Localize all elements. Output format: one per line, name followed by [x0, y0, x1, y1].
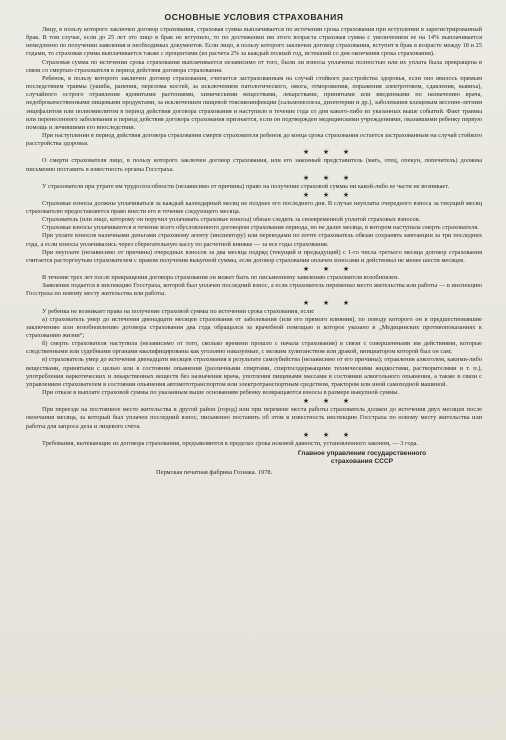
signature-line: страхования СССР — [330, 458, 394, 466]
signature-line: Главное управление государственного — [297, 449, 427, 457]
section-divider-stars: ★ ★ ★ — [302, 397, 356, 406]
section-divider-stars: ★ ★ ★ — [302, 430, 356, 439]
paragraph: У страхователя при утрате им трудоспособности (независимо от причины) право на получение страховой суммы ни какой-либо ее части не возникает. — [42, 182, 450, 190]
paragraph: а) страхователь умер до истечения двенадцати месяцев страхования от заболевания (или его прямого влияния), по поводу которого он в предшествовавшие заключению или возобновлению договора страхования два года обращался за врачебной помощью и которое указано в „Медицинских противопоказаниях к страхованию жизни“; — [26, 315, 482, 339]
paragraph: При наступлении в период действия договора страхования смерти страхователя ребенок до конца срока страхования остается застрахованным на случай стойкого расстройства здоровья. — [26, 132, 482, 148]
paragraph: Заявление подается в инспекцию Госстраха, которой был уплачен последний взнос, а если страхователь переменил место жительства или работы — в инспекцию Госстраха по новому месту жительства или работы. — [26, 282, 482, 298]
paragraph: в) страхователь умер до истечения двенадцати месяцев страхования в результате самоубийства (независимо от его причины); отравления алкоголем, какими-либо веществами, принятыми с целью или в состоянии опьянения (различными спиртами, спиртосодержащими техническими жидкостями, растворителями и т. п.), употребления наркотических и лекарственных веществ без назначения врача, употления пищевыми массами в состоянии алкогольного опьянения, а также в связи с управлением страхователем в состоянии опьянения автомототранспортом или электротранспортным средством, трактором или иной самоходной машиной. — [26, 356, 482, 388]
paragraph: Страхователь (или лицо, которому он поручил уплачивать страховые взносы) обязан следить за своевременной уплатой страховых взносов. — [42, 216, 421, 224]
paragraph: При неуплате (независимо от причины) очередных взносов за два месяца подряд (текущий и предыдущий) с 1-го числа третьего месяца договор страхования считается расторгнутым страхователем с правом получения выкупной суммы, если договор страхования оплачен взносами и действовал не менее шести месяцев. — [26, 248, 482, 264]
paragraph: При переезде на постоянное место жительства в другой район (город) или при перемене места работы страхователь должен до истечения двух месяцев после окончания месяца, за который был уплачен последний взнос, письменно поставить об этом в известность инспекцию Госстраха по новому месту жительства или работы для запроса дела и лицевого счета. — [26, 406, 482, 430]
printer-imprint: Пермская печатная фабрика Гознака. 1978. — [156, 469, 273, 477]
section-divider-stars: ★ ★ ★ — [302, 265, 356, 274]
paragraph: б) смерть страхователя наступила (независимо от того, сколько времени прошло с начала страхования) в связи с совершенными им действиями, которые следственными или судебными органами квалифицированы как уголовно наказуемые, с мелким хулиганством или дракой, инициатором которой был он сам; — [26, 340, 482, 356]
paragraph: В течение трех лет после прекращения договора страхования он может быть по письменному заявлению страхователя возобновлен. — [42, 274, 400, 282]
paragraph: Лицу, в пользу которого заключен договор страхования, страховая сумма выплачивается по истечении срока страхования при вступлении в зарегистрированный брак. В том случае, если до 25 лет это лицо в брак не вступило, то по достижении им этого возраста страховая сумма с увеличением ее на 14% выплачивается немедленно по получении заявления и необходимых документов. Если лицо, в пользу которого заключен договор страхования, вступит в брак в возрасте между 18 и 25 годами, то страховая сумма выплачивается также с процентами (из расчета 2% за каждый полный год, истекший со дня окончания срока страхования). — [26, 26, 482, 58]
paragraph: Ребенок, в пользу которого заключен договор страхования, считается застрахованным на случай стойкого расстройства здоровья, если оно явилось прямым последствием травмы (ушиба, ранения, перелома костей, за исключением патологического, ожога, отморожения, поражения электротоком, сдавления, вывиха), случайного острого отравления ядовитыми растениями, химическими веществами, лекарствами, принятыми или введенными по назначению врача, недоброкачественными пищевыми продуктами, за исключением пищевой токсикоинфекции (сальмонеллеза, дизентерии и др.), заболевания клещевым весенне-летним энцефалитом или полиомиелитом в период действия договора страхования и наступило в течение года со дня какого-либо из указанных выше событий. Факт травмы или перенесенного заболевания в период действия договора страхования признается, если он подтвержден медицинскими учреждениями, оказавшими ребенку первую помощь и лечившими его впоследствии. — [26, 74, 482, 131]
section-divider-stars: ★ ★ ★ — [302, 298, 356, 307]
paragraph: У ребенка не возникает права на получение страховой суммы по истечении срока страхования, если: — [42, 307, 315, 315]
document-title: ОСНОВНЫЕ УСЛОВИЯ СТРАХОВАНИЯ — [164, 12, 344, 22]
paragraph: Страховые взносы должны уплачиваться за каждый календарный месяц не позднее его последнего дня. В случае неуплаты очередного взноса за текущий месяц страхователю предоставляется право внести его в течение следующего месяца. — [26, 199, 482, 215]
paragraph: При уплате взносов наличными деньгами страховому агенту (инспектору) или переводами по почте страхователь обязан сохранять квитанции за три последних года, а если взносы уплачивались через сберегательную кассу по расчетной книжке — за все годы страхования. — [26, 232, 482, 248]
paragraph: Страховые взносы уплачиваются в течение всего обусловленного договором страхования периода, но не далее месяца, в котором наступила смерть страхователя. — [42, 224, 479, 232]
signature-block — [26, 450, 442, 466]
section-divider-stars: ★ ★ ★ — [302, 148, 356, 157]
paragraph: Требования, вытекающие из договора страхования, предъявляются в пределах срока исковой давности, установленного законом, — 3 года. — [42, 439, 419, 447]
section-divider-stars: ★ ★ ★ — [302, 190, 356, 199]
section-divider-stars: ★ ★ ★ — [302, 173, 356, 182]
paragraph: При отказе в выплате страховой суммы по указанным выше основаниям ребенку возвращаются взносы в размере выкупной суммы. — [42, 389, 400, 397]
paragraph: Страховая сумма по истечении срока страхования выплачивается независимо от того, были ли взносы уплачены полностью или их уплата была прекращена в связи со смертью страхователя в период действия договора страхования. — [26, 58, 482, 74]
paragraph: О смерти страхователя лицо, в пользу которого заключен договор страхования, или его законный представитель (мать, отец, опекун, попечитель) должны письменно поставить в известность органы Госстраха. — [26, 157, 482, 173]
